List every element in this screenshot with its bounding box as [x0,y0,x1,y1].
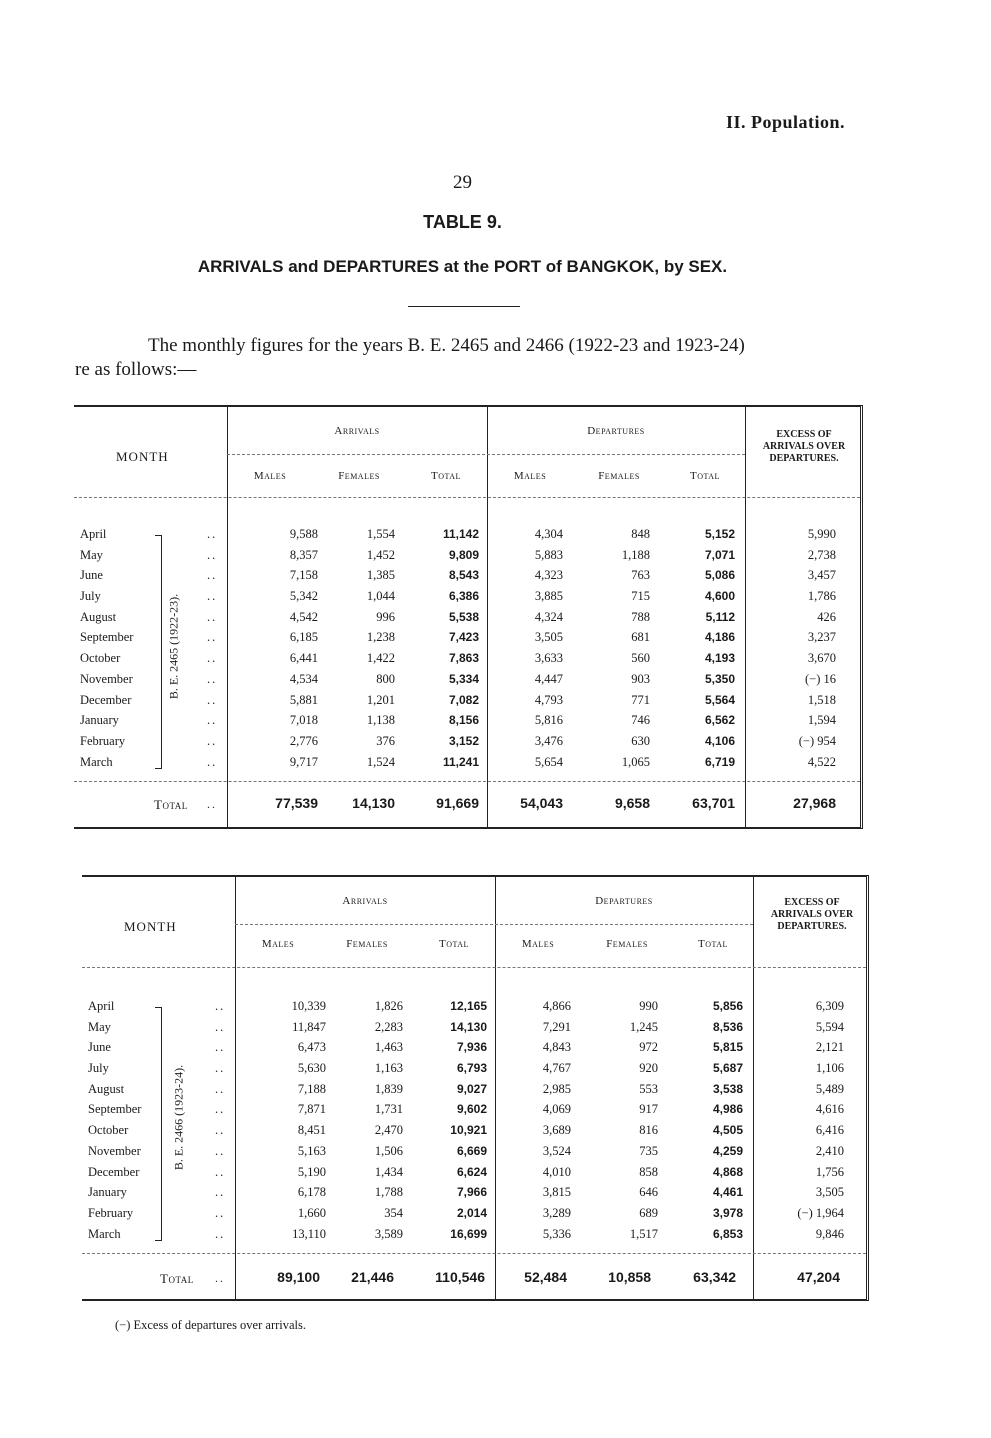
month-name: December [88,1164,140,1179]
departures-males: 4,304 [534,527,563,541]
arrivals-females: 1,434 [374,1164,403,1179]
arrivals-males: 5,163 [297,1143,326,1158]
dot-leader: .. [215,1040,226,1055]
departures-females: 848 [631,527,650,541]
departures-females: 917 [639,1102,658,1117]
month-name: January [88,1185,127,1200]
table-row [82,1018,866,1039]
departures-males: 3,689 [542,1123,571,1138]
dot-leader: .. [207,671,218,686]
total-departures-males: 54,043 [520,795,563,811]
divider-rule [408,306,520,307]
total-departures-total: 63,701 [692,795,735,811]
total-arrivals-total: 91,669 [436,795,479,811]
departures-females: 553 [639,1081,658,1096]
departures-total: 5,086 [704,568,735,583]
excess-value: (−) 954 [798,733,836,748]
arrivals-females: 2,283 [374,1019,403,1034]
arrivals-males: 5,342 [289,589,318,604]
arrivals-total: 16,699 [450,1226,487,1241]
month-name: April [88,999,115,1013]
data-rows [82,997,866,1245]
arrivals-males: 6,441 [289,651,318,666]
table-row [74,732,860,753]
total-label: Total [154,797,188,812]
departures-females: 858 [639,1164,658,1179]
arrivals-females: 1,385 [366,568,395,583]
total-departures-males: 52,484 [524,1269,567,1285]
departures-total: 3,978 [712,1205,743,1220]
arrivals-total: 6,793 [456,1061,487,1076]
table-row [74,546,860,567]
table-subtitle: ARRIVALS and DEPARTURES at the PORT of BANGKOK, by SEX. [197,257,728,276]
total-departures-total: 63,342 [693,1269,736,1285]
table-row [74,711,860,732]
departures-total: 5,152 [704,527,735,541]
dot-leader: .. [215,1123,226,1138]
departures-total: 4,259 [712,1143,743,1158]
departures-females: 788 [631,609,650,624]
departures-females: 1,517 [629,1226,658,1241]
dot-leader: .. [215,1271,225,1285]
arrivals-females: 1,238 [366,630,395,645]
arrivals-total: 10,921 [450,1123,487,1138]
departures-total: 7,071 [704,547,735,562]
dot-leader: .. [215,1164,226,1179]
intro-paragraph [75,334,875,382]
departures-total: 4,106 [704,733,735,748]
dot-leader: .. [207,609,218,624]
departures-males: 2,985 [542,1081,571,1096]
arrivals-males: 10,339 [291,999,326,1013]
arrivals-females: 354 [384,1205,403,1220]
excess-value: 3,237 [807,630,836,645]
departures-males: 4,010 [542,1164,571,1179]
arrivals-males: 2,776 [289,733,318,748]
month-name: July [80,589,101,604]
arrivals-total-header: Total [439,938,469,950]
excess-value: 3,505 [815,1185,844,1200]
dot-leader: .. [215,1226,226,1241]
arrivals-males: 1,660 [297,1205,326,1220]
departures-males: 3,815 [542,1185,571,1200]
dot-leader: .. [215,999,226,1013]
dot-leader: .. [215,1061,226,1076]
month-name: February [80,733,126,748]
departures-total: 4,868 [712,1164,743,1179]
arrivals-females: 1,826 [374,999,403,1013]
table-row [82,1100,866,1121]
arrivals-females: 1,044 [366,589,395,604]
arrivals-females: 1,554 [366,527,395,541]
arrivals-males: 4,542 [289,609,318,624]
month-name: October [88,1123,129,1138]
arrivals-females: 2,470 [374,1123,403,1138]
month-name: June [80,568,103,583]
departures-females: 746 [631,713,650,728]
departures-males: 5,883 [534,547,563,562]
arrivals-total: 6,669 [456,1143,487,1158]
total-excess: 47,204 [797,1269,840,1285]
month-header: MONTH [116,449,169,464]
month-name: September [88,1102,142,1117]
arrivals-males: 4,534 [289,671,318,686]
departures-males: 4,447 [534,671,563,686]
arrivals-total: 3,152 [448,733,479,748]
departures-males: 3,633 [534,651,563,666]
departures-males: 4,324 [534,609,563,624]
arrivals-total: 5,334 [448,671,479,686]
excess-value: 3,457 [807,568,836,583]
departures-females: 689 [639,1205,658,1220]
arrivals-total: 6,624 [456,1164,487,1179]
total-label: Total [160,1271,194,1286]
arrivals-males: 7,871 [297,1102,326,1117]
arrivals-females-header: Females [346,938,388,950]
departures-males: 3,524 [542,1143,571,1158]
dot-leader: .. [215,1143,226,1158]
arrivals-total: 2,014 [456,1205,487,1220]
arrivals-total: 7,423 [448,630,479,645]
month-name: January [80,713,119,728]
table-1922-23 [74,405,863,829]
departures-males: 7,291 [542,1019,571,1034]
arrivals-females: 1,452 [366,547,395,562]
table-1923-24 [82,875,869,1301]
total-arrivals-males: 77,539 [275,795,318,811]
arrivals-males: 6,473 [297,1040,326,1055]
dot-leader: .. [207,651,218,666]
departures-total: 5,687 [712,1061,743,1076]
arrivals-total-header: Total [431,470,461,482]
table-row [74,691,860,712]
table-row [74,649,860,670]
departures-total: 5,856 [712,999,743,1013]
excess-value: 6,416 [815,1123,844,1138]
table-row [82,1080,866,1101]
departures-males: 3,505 [534,630,563,645]
excess-value: (−) 1,964 [797,1205,844,1220]
dot-leader: .. [207,797,217,811]
departures-total-header: Total [698,938,728,950]
arrivals-total: 11,241 [442,754,479,769]
arrivals-total: 5,538 [448,609,479,624]
total-arrivals-males: 89,100 [277,1269,320,1285]
month-name: December [80,692,132,707]
excess-header: EXCESS OF ARRIVALS OVER DEPARTURES. [770,897,854,932]
arrivals-males: 5,881 [289,692,318,707]
month-name: May [88,1019,111,1034]
arrivals-males: 5,630 [297,1061,326,1076]
table-row [74,566,860,587]
total-departures-females: 10,858 [608,1269,651,1285]
departures-header: Departures [595,895,653,907]
departures-males: 4,323 [534,568,563,583]
arrivals-females: 800 [376,671,395,686]
arrivals-females: 1,788 [374,1185,403,1200]
departures-females: 630 [631,733,650,748]
month-name: August [88,1081,125,1096]
departures-total: 4,505 [712,1123,743,1138]
arrivals-total: 14,130 [450,1019,487,1034]
departures-total: 4,186 [704,630,735,645]
excess-header: EXCESS OF ARRIVALS OVER DEPARTURES. [762,429,846,464]
dot-leader: .. [207,692,218,707]
arrivals-females: 376 [376,733,395,748]
excess-value: 5,489 [815,1081,844,1096]
departures-males: 3,289 [542,1205,571,1220]
arrivals-total: 9,809 [448,547,479,562]
month-name: July [88,1061,109,1076]
arrivals-males-header: Males [261,938,295,950]
month-name: February [88,1205,134,1220]
table-row [74,753,860,774]
arrivals-total: 9,027 [456,1081,487,1096]
arrivals-males: 11,847 [292,1019,326,1034]
arrivals-total: 7,863 [448,651,479,666]
departures-males: 4,793 [534,692,563,707]
section-heading: II. Population. [725,112,845,132]
arrivals-total: 12,165 [450,999,487,1013]
departures-males: 3,476 [534,733,563,748]
departures-females: 1,065 [621,754,650,769]
departures-females: 735 [639,1143,658,1158]
excess-value: 5,594 [815,1019,844,1034]
departures-males: 4,069 [542,1102,571,1117]
departures-header: Departures [587,425,645,437]
arrivals-header: Arrivals [342,895,388,907]
excess-value: (−) 16 [805,671,836,686]
total-departures-females: 9,658 [614,795,650,811]
departures-females: 771 [631,692,650,707]
departures-males: 4,767 [542,1061,571,1076]
arrivals-males: 8,451 [297,1123,326,1138]
arrivals-females: 1,201 [366,692,395,707]
departures-males: 4,866 [542,999,571,1013]
departures-total: 5,815 [712,1040,743,1055]
excess-value: 1,786 [807,589,836,604]
excess-value: 4,616 [815,1102,844,1117]
month-name: March [88,1226,121,1241]
arrivals-females: 1,163 [374,1061,403,1076]
table-row [74,670,860,691]
arrivals-total: 7,082 [448,692,479,707]
month-name: June [88,1040,111,1055]
arrivals-males: 7,018 [289,713,318,728]
dot-leader: .. [215,1102,226,1117]
arrivals-males: 9,717 [289,754,318,769]
arrivals-males: 7,188 [297,1081,326,1096]
month-name: November [80,671,133,686]
departures-females: 1,245 [629,1019,658,1034]
month-name: November [88,1143,141,1158]
departures-total: 4,461 [712,1185,743,1200]
arrivals-males: 13,110 [292,1226,326,1241]
departures-females: 990 [639,999,658,1013]
departures-females-header: Females [598,470,640,482]
departures-total: 6,719 [704,754,735,769]
excess-value: 6,309 [815,999,844,1013]
excess-value: 426 [817,609,836,624]
table-title: TABLE 9. [423,212,502,232]
month-name: April [80,527,107,541]
departures-females: 646 [639,1185,658,1200]
dot-leader: .. [215,1081,226,1096]
departures-total: 5,350 [704,671,735,686]
dot-leader: .. [207,754,218,769]
dot-leader: .. [207,547,218,562]
table-row [74,587,860,608]
footnote: (−) Excess of departures over arrivals. [115,1318,306,1332]
excess-value: 4,522 [807,754,836,769]
arrivals-total: 9,602 [456,1102,487,1117]
departures-males: 5,336 [542,1226,571,1241]
arrivals-males: 9,588 [289,527,318,541]
departures-females: 1,188 [621,547,650,562]
table-row [82,1038,866,1059]
month-name: May [80,547,103,562]
departures-females: 715 [631,589,650,604]
total-arrivals-females: 14,130 [352,795,395,811]
table-row [74,628,860,649]
total-arrivals-females: 21,446 [351,1269,394,1285]
arrivals-males: 5,190 [297,1164,326,1179]
departures-males-header: Males [513,470,547,482]
arrivals-total: 8,543 [448,568,479,583]
data-rows [74,525,860,773]
year-label: B. E. 2465 (1922-23). [166,593,181,700]
departures-males: 5,654 [534,754,563,769]
departures-total: 6,853 [712,1226,743,1241]
table-row [82,1183,866,1204]
arrivals-total: 8,156 [448,713,479,728]
month-name: March [80,754,113,769]
departures-males: 4,843 [542,1040,571,1055]
departures-total: 5,112 [705,609,735,624]
arrivals-females: 1,138 [366,713,395,728]
page-number: 29 [453,172,472,193]
arrivals-males-header: Males [253,470,287,482]
departures-males: 5,816 [534,713,563,728]
table-row [74,525,860,546]
arrivals-females: 1,731 [374,1102,403,1117]
excess-value: 2,410 [815,1143,844,1158]
departures-females-header: Females [606,938,648,950]
total-excess: 27,968 [793,795,836,811]
month-name: October [80,651,121,666]
departures-total-header: Total [690,470,720,482]
departures-total: 6,562 [704,713,735,728]
dot-leader: .. [215,1205,226,1220]
departures-total: 8,536 [712,1019,743,1034]
excess-value: 3,670 [807,651,836,666]
excess-value: 2,738 [807,547,836,562]
year-label: B. E. 2466 (1923-24). [171,1064,186,1171]
month-name: August [80,609,117,624]
arrivals-total: 7,966 [456,1185,487,1200]
departures-females: 560 [631,651,650,666]
table-row [82,1225,866,1246]
dot-leader: .. [207,568,218,583]
arrivals-females: 1,422 [366,651,395,666]
month-header: MONTH [124,919,177,934]
table-row [82,1142,866,1163]
dot-leader: .. [215,1019,226,1034]
arrivals-males: 7,158 [289,568,318,583]
table-row [74,608,860,629]
dot-leader: .. [207,589,218,604]
month-name: September [80,630,134,645]
arrivals-females: 1,524 [366,754,395,769]
departures-total: 5,564 [704,692,735,707]
arrivals-total: 7,936 [456,1040,487,1055]
arrivals-total: 6,386 [448,589,479,604]
departures-females: 681 [631,630,650,645]
dot-leader: .. [207,630,218,645]
departures-females: 763 [631,568,650,583]
arrivals-females: 1,463 [374,1040,403,1055]
arrivals-females: 3,589 [374,1226,403,1241]
dot-leader: .. [207,733,218,748]
arrivals-females-header: Females [338,470,380,482]
arrivals-males: 6,178 [297,1185,326,1200]
departures-females: 920 [639,1061,658,1076]
departures-males-header: Males [521,938,555,950]
departures-total: 4,986 [712,1102,743,1117]
departures-males: 3,885 [534,589,563,604]
departures-total: 4,193 [704,651,735,666]
arrivals-females: 1,839 [374,1081,403,1096]
table-row [82,1059,866,1080]
arrivals-total: 11,142 [442,527,479,541]
departures-total: 3,538 [712,1081,743,1096]
excess-value: 9,846 [815,1226,844,1241]
intro-line-1: The monthly figures for the years B. E. 2465 and 2466 (1922-23 and 1923-24) [148,335,745,356]
dot-leader: .. [207,527,218,541]
arrivals-header: Arrivals [334,425,380,437]
excess-value: 1,518 [807,692,836,707]
intro-line-2: re as follows:— [75,359,197,380]
arrivals-males: 8,357 [289,547,318,562]
table-row [82,997,866,1018]
total-arrivals-total: 110,546 [435,1269,485,1285]
arrivals-males: 6,185 [289,630,318,645]
table-row [82,1121,866,1142]
departures-females: 903 [631,671,650,686]
excess-value: 1,756 [815,1164,844,1179]
excess-value: 5,990 [807,527,836,541]
excess-value: 1,594 [807,713,836,728]
dot-leader: .. [207,713,218,728]
departures-females: 816 [639,1123,658,1138]
departures-total: 4,600 [704,589,735,604]
excess-value: 2,121 [815,1040,844,1055]
arrivals-females: 996 [376,609,395,624]
arrivals-females: 1,506 [374,1143,403,1158]
table-row [82,1204,866,1225]
departures-females: 972 [639,1040,658,1055]
excess-value: 1,106 [815,1061,844,1076]
dot-leader: .. [215,1185,226,1200]
table-row [82,1163,866,1184]
